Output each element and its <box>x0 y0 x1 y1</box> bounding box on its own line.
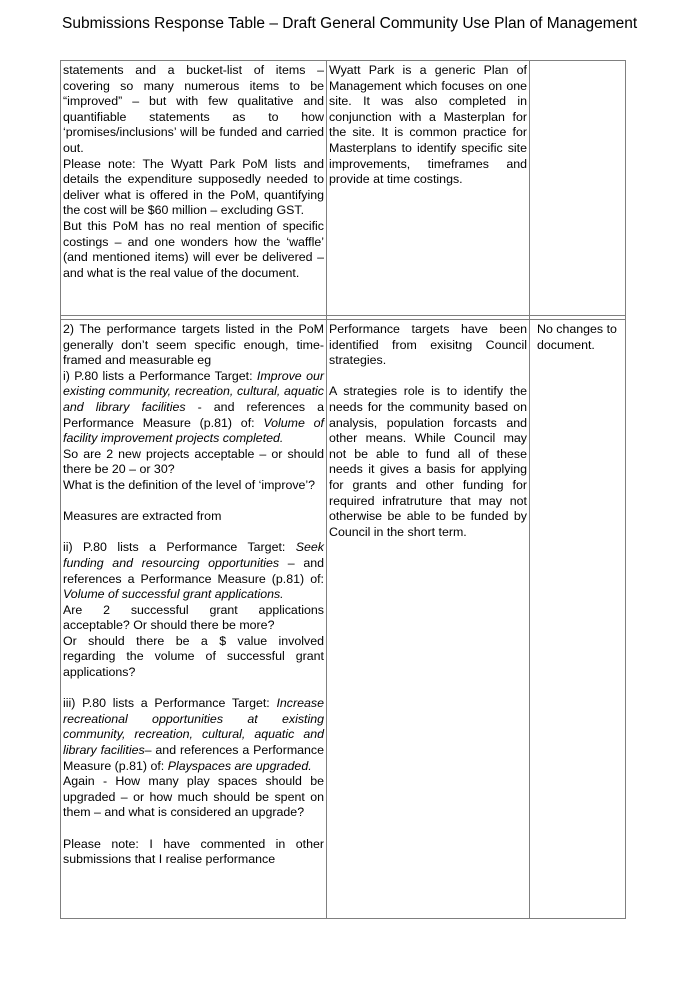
submission-paragraph: Please note: The Wyatt Park PoM lists and details the expenditure supposedly needed to deliver what is offered in the PoM, quantifying the cost will be $60 million – excluding GST. <box>63 156 324 218</box>
submission-paragraph: i) P.80 lists a Performance Target: Improve our existing community, recreation, cultural, aquatic and library facilities - and references a Performance Measure (p.81) of: Volume of facility improvement projects completed. <box>63 368 324 446</box>
table-row <box>61 320 626 919</box>
table-row <box>61 61 626 316</box>
action-cell <box>530 61 626 316</box>
action-text: No changes to document. <box>537 322 617 352</box>
response-paragraph: Wyatt Park is a generic Plan of Management which focuses on one site. It was also completed in conjunction with a Masterplan for the site. It is common practice for Masterplans to identify specific site improvements, timeframes and provide at time costings. <box>329 63 527 187</box>
response-paragraph: Performance targets have been identified from exisitng Council strategies. <box>329 322 527 368</box>
submission-paragraph: ii) P.80 lists a Performance Target: Seek funding and resourcing opportunities – and references a Performance Measure (p.81) of: Volume of successful grant applications. <box>63 540 324 602</box>
submission-paragraph: But this PoM has no real mention of specific costings – and one wonders how the ‘waffle’ (and mentioned items) will ever be delivered – and what is the real value of the document. <box>63 218 324 280</box>
submission-paragraph: Are 2 successful grant applications acceptable? Or should there be more? <box>63 602 324 633</box>
submission-paragraph: Again - How many play spaces should be upgraded – or how much should be spent on them – and what is considered an upgrade? <box>63 774 324 820</box>
submission-paragraph: Please note: I have commented in other submissions that I realise performance <box>63 836 324 867</box>
page-header: Submissions Response Table – Draft General Community Use Plan of Management <box>62 15 638 32</box>
submission-paragraph: Or should there be a $ value involved regarding the volume of successful grant applications? <box>63 633 324 680</box>
submission-cell <box>61 320 327 919</box>
submissions-response-table <box>60 60 626 919</box>
submission-paragraph: statements and a bucket-list of items – covering so many numerous items to be “improved” – but with few qualitative and quantifiable statements as to how ‘promises/inclusions’ will be funded and carried out. <box>63 63 324 155</box>
submission-paragraph: 2) The performance targets listed in the PoM generally don’t seem specific enough, time-framed and measurable eg <box>63 322 324 368</box>
submission-paragraph: So are 2 new projects acceptable – or should there be 20 – or 30? <box>63 446 324 477</box>
action-cell <box>530 320 626 919</box>
submission-cell <box>61 61 327 316</box>
submission-paragraph: Measures are extracted from <box>63 509 222 524</box>
submission-paragraph: iii) P.80 lists a Performance Target: Increase recreational opportunities at existing community, recreation, cultural, aquatic and library facilities– and references a Performance Measure (p.81) of: Playspaces are upgraded. <box>63 696 325 773</box>
response-cell <box>327 61 530 316</box>
response-cell <box>327 320 530 919</box>
response-paragraph: A strategies role is to identify the needs for the community based on analysis, population forcasts and other means. While Council may not be able to fund all of these needs it gives a basis for applying for grants and other funding for required infratruture that may not otherwise be able to be funded by Council in the short term. <box>329 384 527 539</box>
submission-paragraph: What is the definition of the level of ‘improve’? <box>63 477 316 492</box>
